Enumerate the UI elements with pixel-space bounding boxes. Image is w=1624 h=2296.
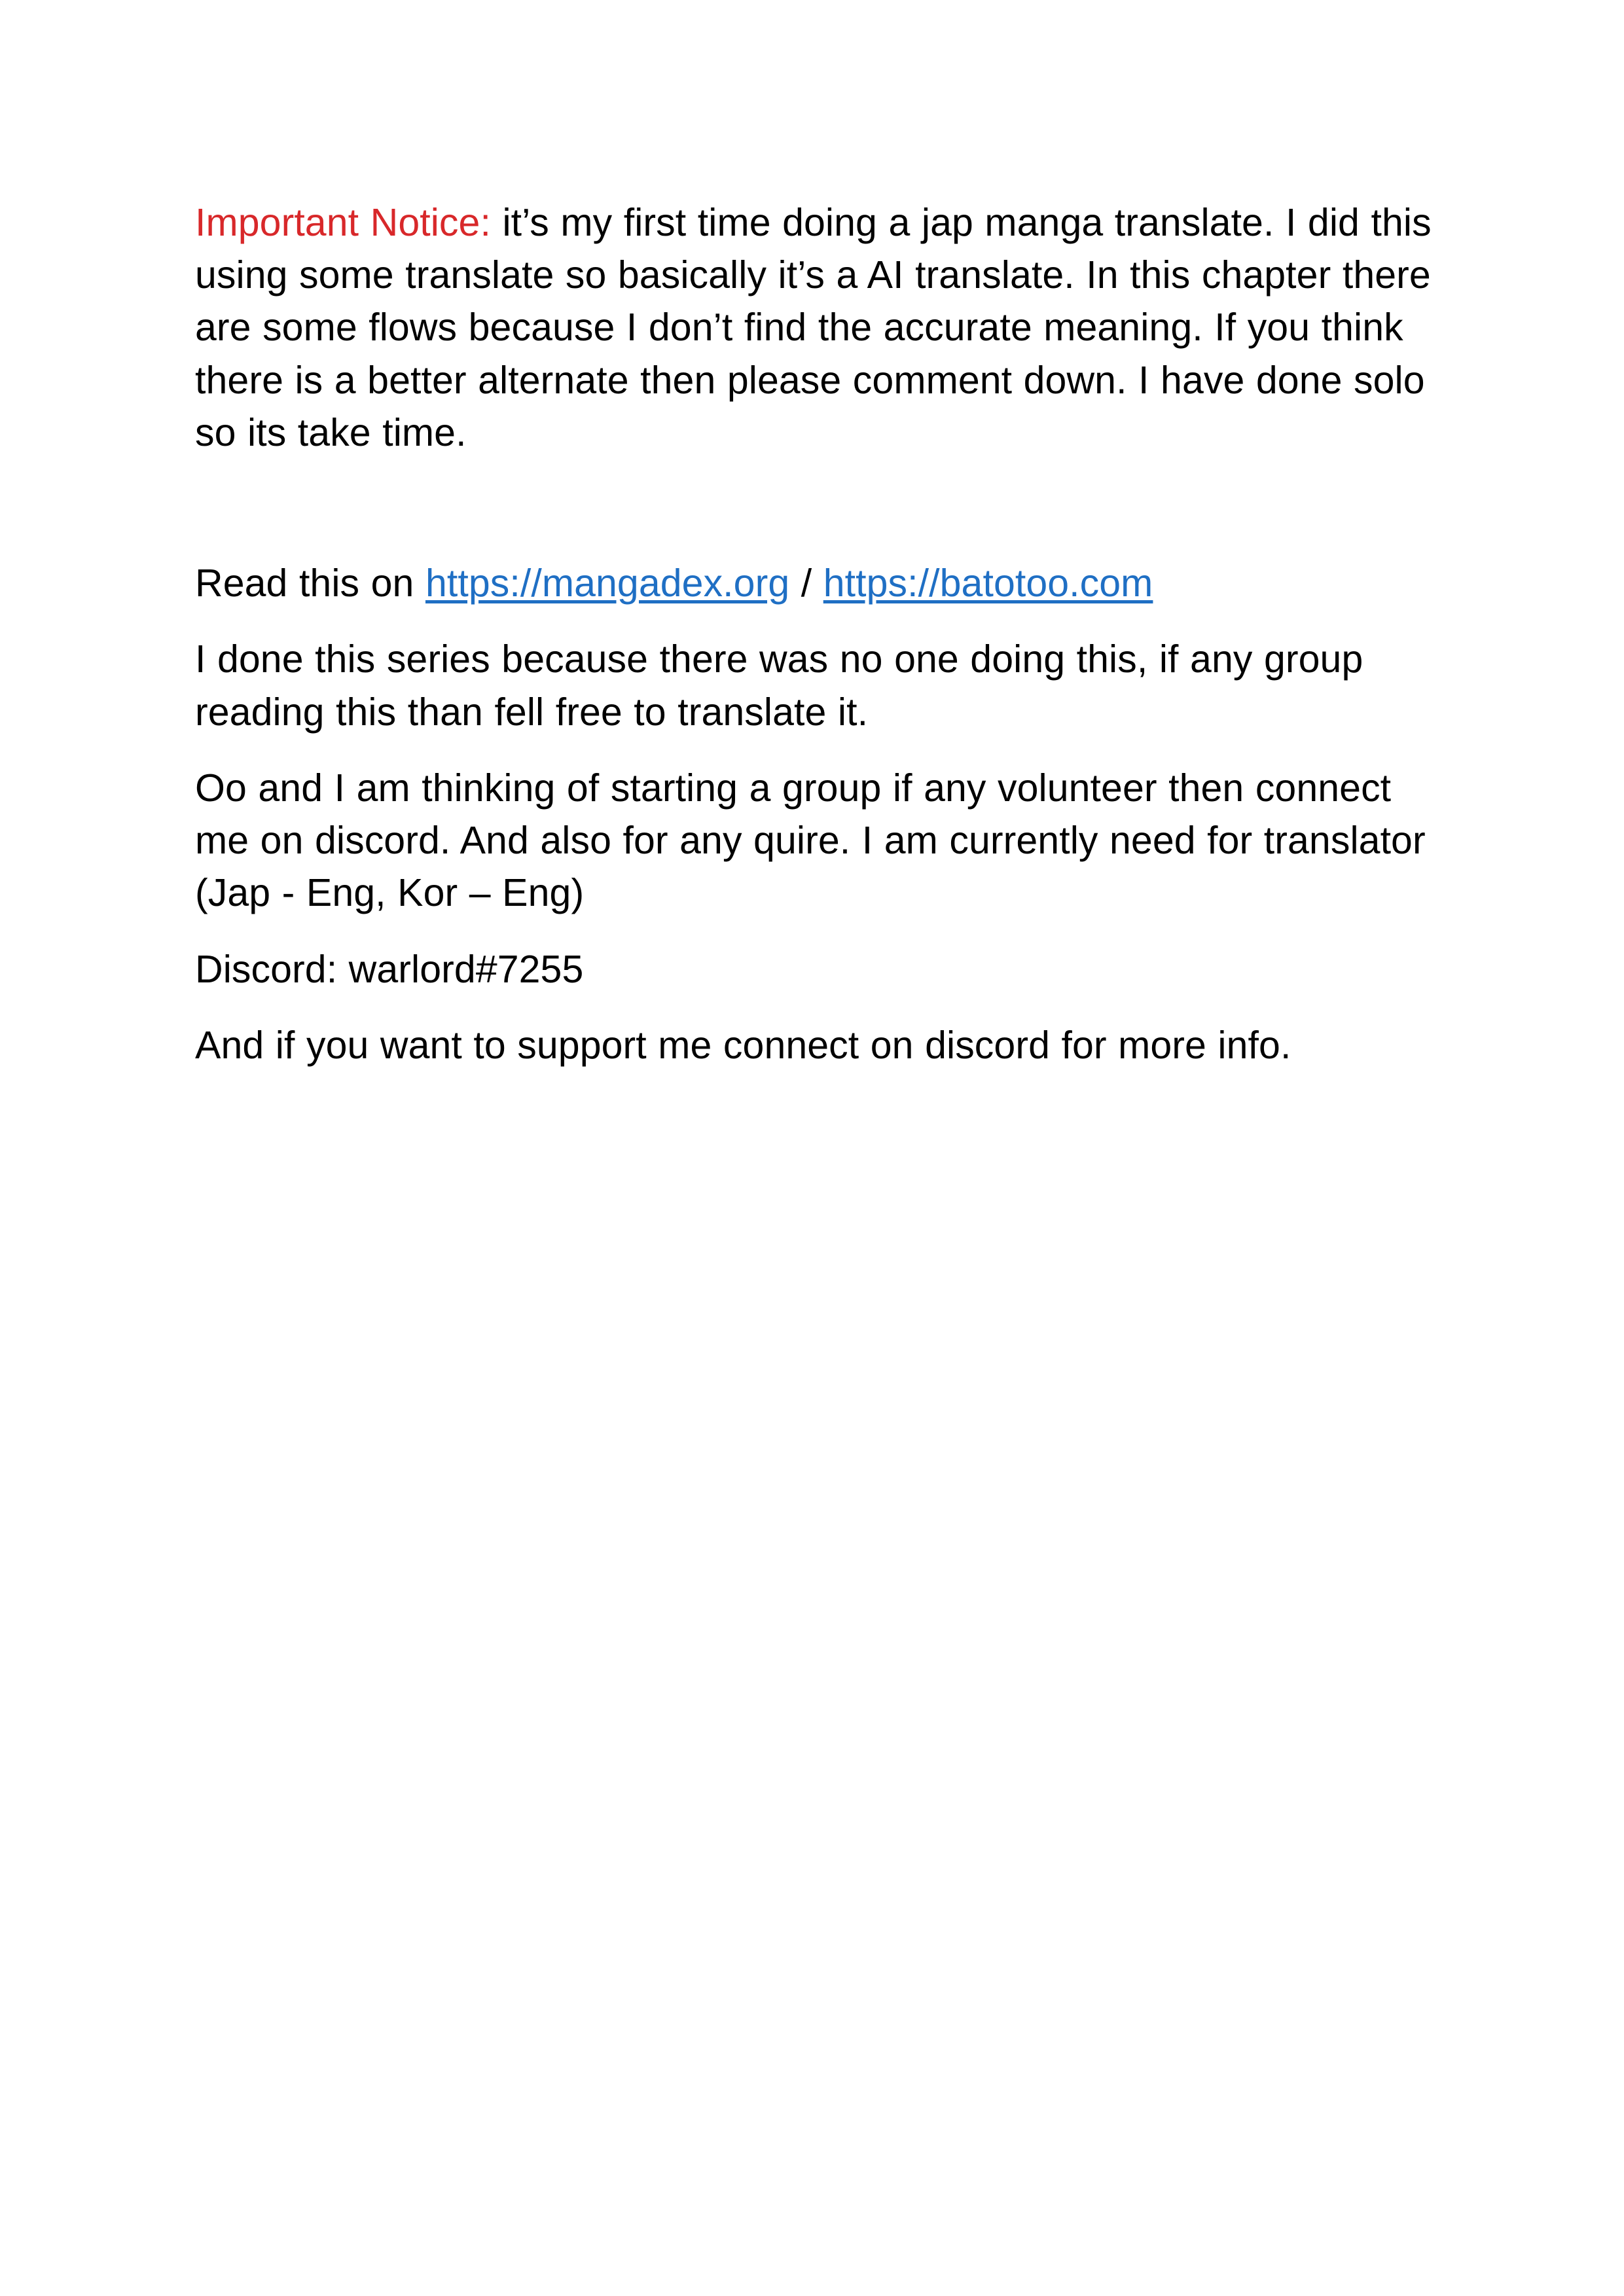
paragraph-spacer (195, 459, 1434, 557)
mangadex-link[interactable]: https://mangadex.org (425, 562, 790, 605)
important-notice-paragraph (195, 196, 1434, 459)
link-separator: / (789, 562, 823, 605)
batotoo-link[interactable]: https://batotoo.com (823, 562, 1153, 605)
support-paragraph: And if you want to support me connect on discord for more info. (195, 1023, 1291, 1067)
read-this-on-paragraph (195, 557, 1434, 609)
series-note-paragraph: I done this series because there was no one doing this, if any group reading this than fell free to translate it. (195, 637, 1363, 734)
important-notice-label: Important Notice: (195, 201, 491, 244)
group-recruit-paragraph: Oo and I am thinking of starting a group if any volunteer then connect me on discord. And also for any quire. I am currently need for translator (Jap - Eng, Kor – Eng) (195, 766, 1426, 915)
read-this-on-prefix: Read this on (195, 562, 425, 605)
important-notice-body: it’s my first time doing a jap manga translate. I did this using some translate so basically it’s a AI translate. In this chapter there are some flows because I don’t find the accurate meaning. If you think there is a better alternate then please comment down. I have done solo so its take time. (195, 201, 1432, 454)
discord-handle-paragraph: Discord: warlord#7255 (195, 947, 584, 991)
